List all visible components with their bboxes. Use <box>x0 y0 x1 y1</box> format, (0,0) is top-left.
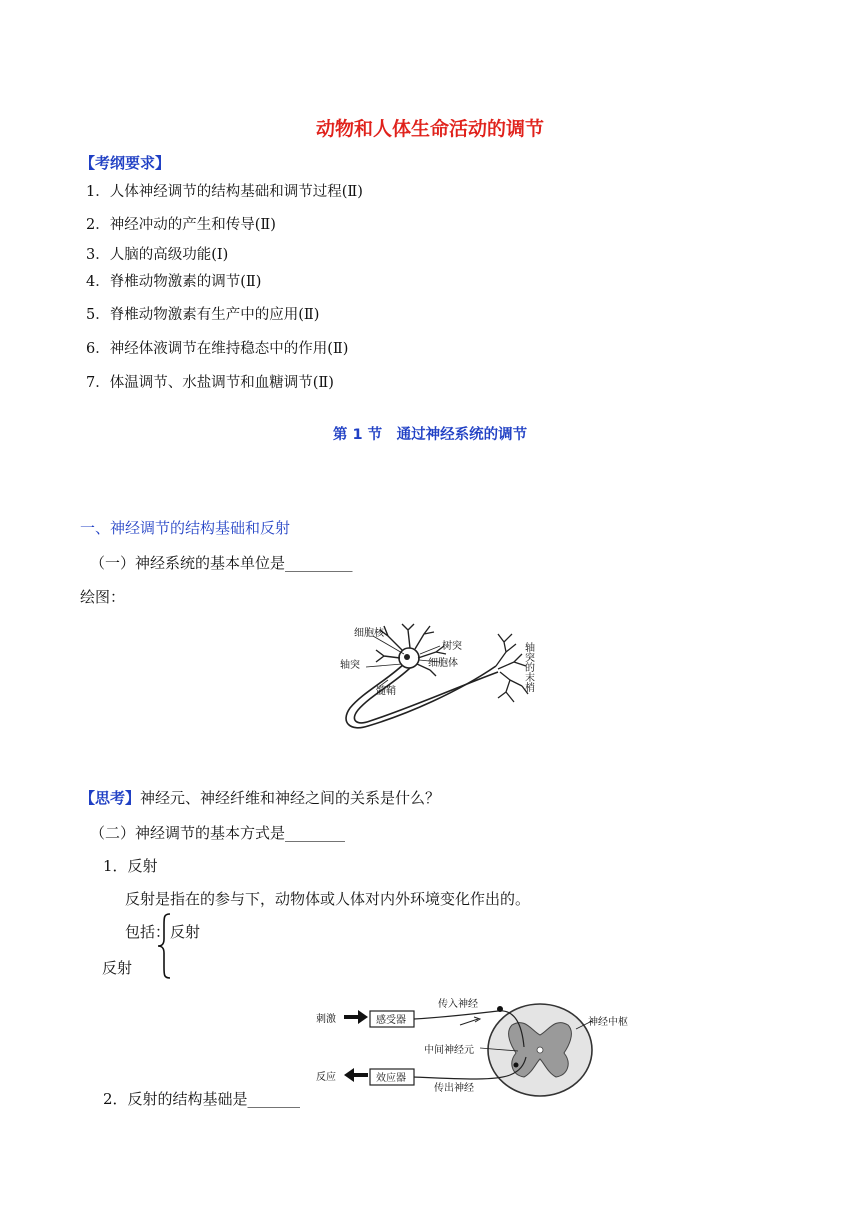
label-interneuron: 中间神经元 <box>424 1045 474 1056</box>
reflex-type-upper: 反射 <box>170 923 201 941</box>
section-title: 第 1 节 通过神经系统的调节 <box>332 427 528 443</box>
requirements-heading: 【考纲要求】 <box>80 154 171 172</box>
think-text: 神经元、神经纤维和神经之间的关系是什么？ <box>140 789 441 807</box>
draw-label: 绘图： <box>80 588 126 606</box>
label-axon-terminal: 轴突的末梢 <box>522 642 534 692</box>
requirement-item: 2．神经冲动的产生和传导(Ⅱ) <box>86 217 276 233</box>
reflex-definition: 反射是指在的参与下，动物体或人体对内外环境变化作出的。 <box>125 890 531 908</box>
requirement-item: 6．神经体液调节在维持稳态中的作用(Ⅱ) <box>86 341 349 357</box>
label-nucleus: 细胞核 <box>354 628 384 639</box>
requirement-item: 7．体温调节、水盐调节和血糖调节(Ⅱ) <box>86 375 334 391</box>
label-afferent: 传入神经 <box>438 999 478 1010</box>
part-heading: 一、神经调节的结构基础和反射 <box>80 519 291 537</box>
page-title: 动物和人体生命活动的调节 <box>315 118 544 140</box>
item-reflex-structure: 2．反射的结构基础是_______ <box>103 1090 301 1108</box>
requirement-item: 5．脊椎动物激素有生产中的应用(Ⅱ) <box>86 307 320 323</box>
label-receptor: 感受器 <box>376 1015 406 1026</box>
label-myelin: 髓鞘 <box>376 686 396 697</box>
label-effector: 效应器 <box>376 1073 406 1084</box>
label-center: 神经中枢 <box>588 1017 628 1028</box>
item-reflex: 1．反射 <box>103 857 158 875</box>
label-axon: 轴突 <box>340 660 360 671</box>
includes-label: 包括： <box>125 923 171 941</box>
question-basic-unit: （一）神经系统的基本单位是_________ <box>90 554 353 572</box>
requirement-item: 1．人体神经调节的结构基础和调节过程(Ⅱ) <box>86 184 363 200</box>
label-dendrite: 树突 <box>442 641 462 652</box>
neuron-diagram <box>318 622 543 740</box>
requirement-item: 4．脊椎动物激素的调节(Ⅱ) <box>86 274 262 290</box>
question-basic-mode: （二）神经调节的基本方式是________ <box>90 824 346 842</box>
think-tag: 【思考】 <box>80 789 141 807</box>
label-efferent: 传出神经 <box>434 1083 474 1094</box>
requirement-item: 3．人脑的高级功能(Ⅰ) <box>86 247 229 263</box>
reflex-arc-diagram <box>310 995 640 1100</box>
reflex-type-lower: 反射 <box>102 959 133 977</box>
think-line <box>80 787 440 808</box>
label-stimulus: 刺激 <box>316 1014 336 1025</box>
label-cell-body: 细胞体 <box>428 658 458 669</box>
label-response: 反应 <box>316 1072 336 1083</box>
